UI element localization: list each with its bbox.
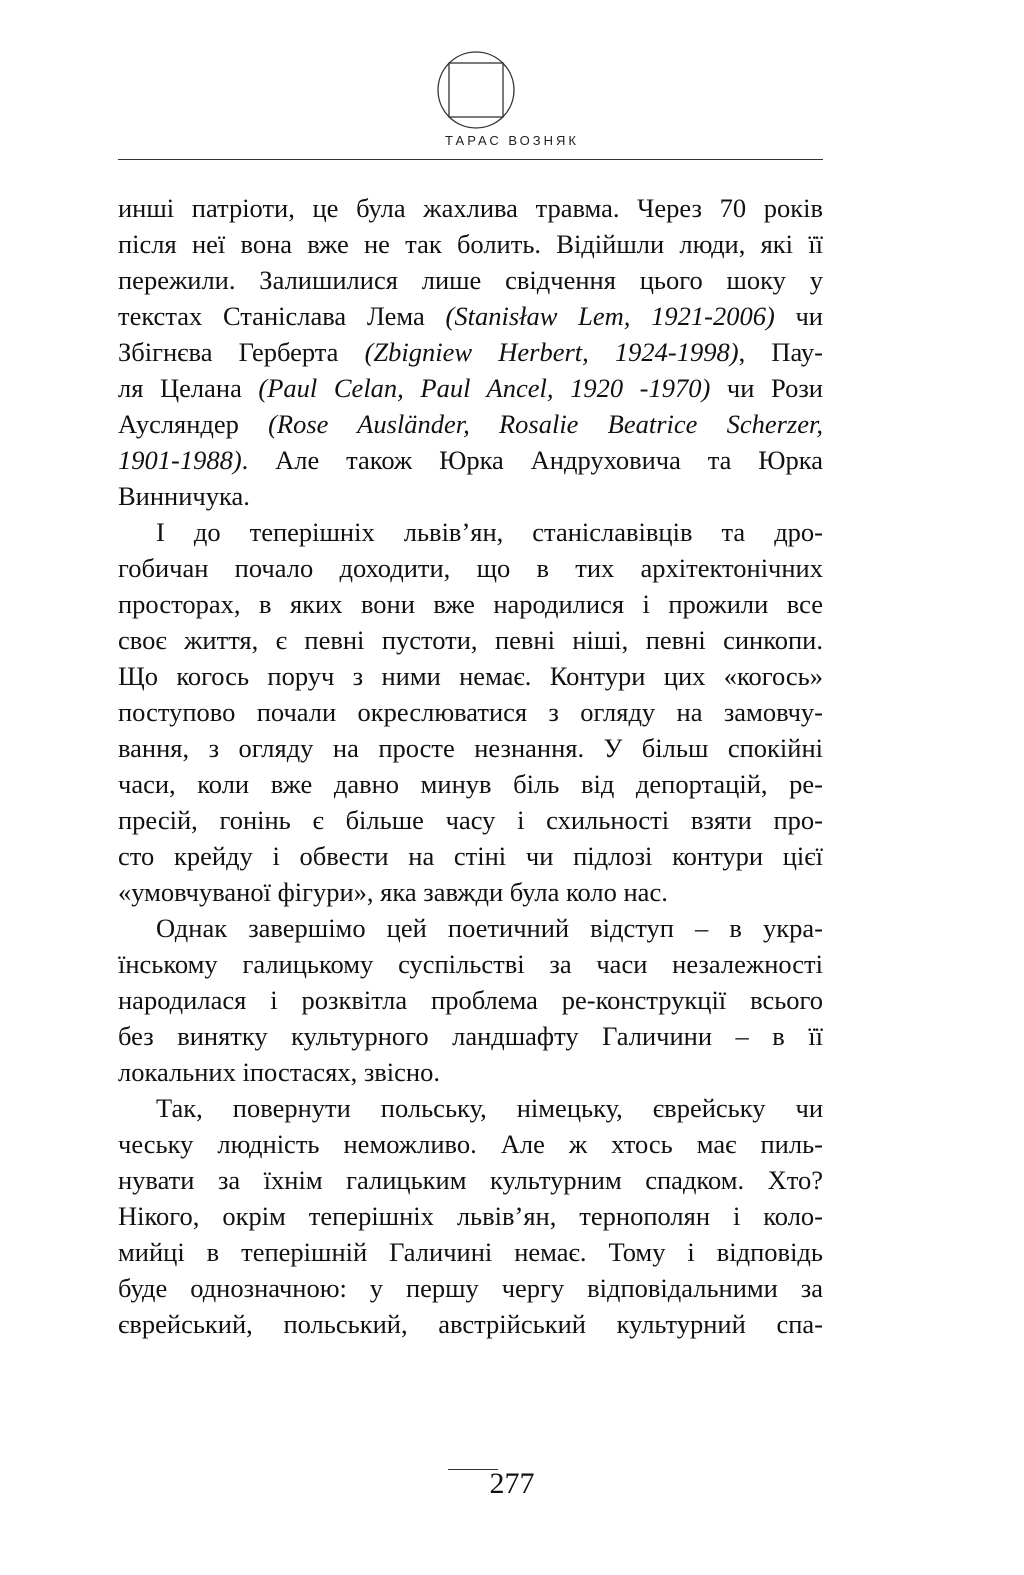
running-header-author: ТАРАС ВОЗНЯК <box>445 133 579 148</box>
line-text: Винничука. <box>118 481 250 511</box>
text-line <box>118 982 823 1018</box>
line-text: мийці в теперішній Галичині немає. Тому і відповідь <box>118 1237 823 1267</box>
line-text: чеську людність неможливо. Але ж хтось має пиль- <box>118 1129 823 1159</box>
text-line <box>118 1054 823 1090</box>
line-text: без винятку культурного ландшафту Галичини – в її <box>118 1021 823 1051</box>
line-text: инші патріоти, це була жахлива травма. Через 70 років <box>118 193 823 223</box>
line-text-italic: (Rose Ausländer, Rosalie Beatrice Scherzer, <box>268 409 823 439</box>
line-text-italic: (Stanisław Lem, 1921-2006) <box>445 301 775 331</box>
text-line <box>118 514 823 550</box>
text-line <box>118 406 823 442</box>
line-text: «умовчуваної фігури», яка завжди була коло нас. <box>118 877 668 907</box>
line-text: сто крейду і обвести на стіні чи підлозі контури цієї <box>118 841 823 871</box>
text-line <box>118 946 823 982</box>
text-line <box>118 1018 823 1054</box>
text-line <box>118 226 823 262</box>
text-line <box>118 550 823 586</box>
header-divider <box>118 159 823 160</box>
line-text: їнському галицькому суспільстві за часи незалежності <box>118 949 823 979</box>
line-text-italic: (Paul Celan, Paul Ancel, 1920 -1970) <box>258 373 711 403</box>
line-text: вання, з огляду на просте незнання. У більш спокійні <box>118 733 823 763</box>
page-body-text <box>118 190 823 1342</box>
text-line <box>118 1306 823 1342</box>
line-text: Нікого, окрім теперішніх львів’ян, тернополян і коло- <box>118 1201 823 1231</box>
text-line <box>118 802 823 838</box>
line-text: Що когось поруч з ними немає. Контури цих «когось» <box>118 661 823 691</box>
text-line <box>118 622 823 658</box>
text-line <box>118 1198 823 1234</box>
line-text: буде однозначною: у першу чергу відповідальними за <box>118 1273 823 1303</box>
line-text: . Але також Юрка Андруховича та Юрка <box>241 445 823 475</box>
line-text: своє життя, є певні пустоти, певні ніші, певні синкопи. <box>118 625 823 655</box>
text-line <box>118 838 823 874</box>
line-text: нувати за їхнім галицьким культурним спадком. Хто? <box>118 1165 823 1195</box>
text-line <box>118 334 823 370</box>
text-line <box>118 1126 823 1162</box>
line-text: поступово почали окреслюватися з огляду на замовчу- <box>118 697 823 727</box>
text-line <box>118 766 823 802</box>
text-line <box>118 694 823 730</box>
line-text-italic: 1901-1988) <box>118 445 242 475</box>
circle-square-emblem-icon <box>436 50 516 130</box>
line-text: , Пау- <box>738 337 823 367</box>
line-text: народилася і розквітла проблема ре-конструкції всього <box>118 985 823 1015</box>
line-text: І до теперішніх львів’ян, станіславівців та дро- <box>156 517 823 547</box>
text-line <box>118 1162 823 1198</box>
line-text-italic: (Zbigniew Herbert, 1924-1998) <box>364 337 739 367</box>
text-line <box>118 262 823 298</box>
text-line <box>118 874 823 910</box>
line-text: єврейський, польський, австрійський культурний спа- <box>118 1309 823 1339</box>
text-line <box>118 298 823 334</box>
text-line <box>118 442 823 478</box>
line-text: текстах Станіслава Лема <box>118 301 446 331</box>
page-number: 277 <box>489 1467 535 1500</box>
text-line <box>118 910 823 946</box>
text-line <box>118 730 823 766</box>
line-text: чи Рози <box>710 373 823 403</box>
line-text: Збігнєва Герберта <box>118 337 365 367</box>
line-text: пережили. Залишилися лише свідчення цього шоку у <box>118 265 823 295</box>
line-text: ля Целана <box>118 373 259 403</box>
text-line <box>118 478 823 514</box>
line-text: пресій, гонінь є більше часу і схильності взяти про- <box>118 805 823 835</box>
line-text: локальних іпостасях, звісно. <box>118 1057 440 1087</box>
text-line <box>118 1234 823 1270</box>
line-text: Так, повернути польську, німецьку, єврейську чи <box>156 1093 823 1123</box>
line-text: гобичан почало доходити, що в тих архітектонічних <box>118 553 823 583</box>
text-line <box>118 1090 823 1126</box>
text-line <box>118 1270 823 1306</box>
line-text: Однак завершімо цей поетичний відступ – в укра- <box>156 913 823 943</box>
text-line <box>118 586 823 622</box>
line-text: Аусляндер <box>118 409 269 439</box>
line-text: після неї вона вже не так болить. Відійшли люди, які її <box>118 229 823 259</box>
text-line <box>118 658 823 694</box>
text-line <box>118 190 823 226</box>
line-text: просторах, в яких вони вже народилися і прожили все <box>118 589 823 619</box>
line-text: часи, коли вже давно минув біль від депортацій, ре- <box>118 769 823 799</box>
text-line <box>118 370 823 406</box>
line-text: чи <box>774 301 823 331</box>
